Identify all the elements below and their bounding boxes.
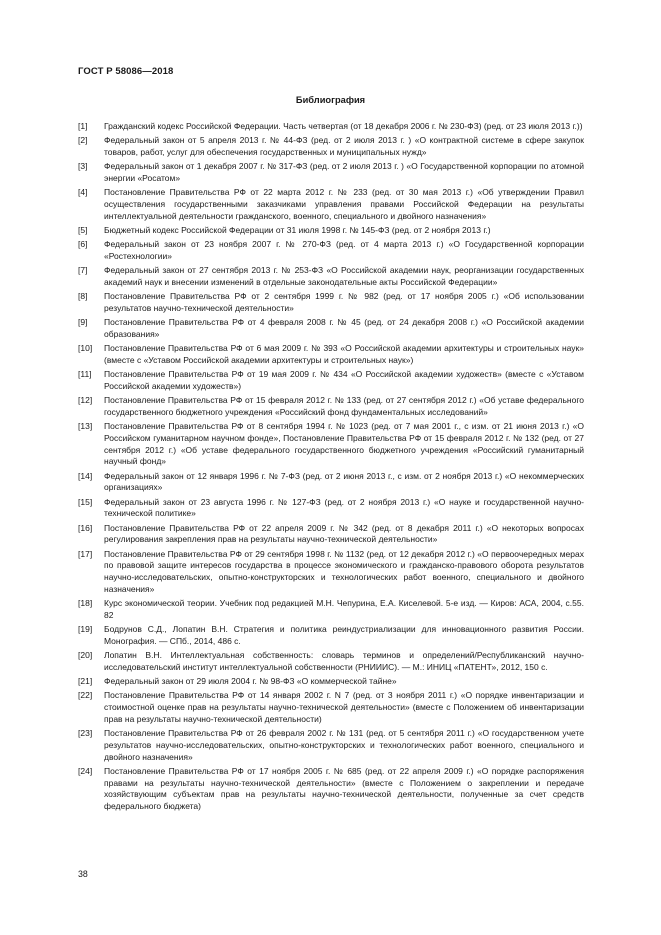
reference-item — [78, 187, 584, 222]
reference-item — [78, 369, 584, 393]
reference-text: Федеральный закон от 23 ноября 2007 г. № 270-ФЗ (ред. от 4 марта 2013 г.) «О Государственной корпорации «Ростехнологии» — [104, 239, 584, 261]
reference-text: Федеральный закон от 27 сентября 2013 г. № 253-ФЗ «О Российской академии наук, реорганизации государственных академий наук и внесении изменений в отдельные законодательные акты Российской Федерации» — [104, 265, 584, 287]
reference-item — [78, 690, 584, 725]
reference-item — [78, 291, 584, 315]
reference-text: Федеральный закон от 1 декабря 2007 г. № 317-ФЗ (ред. от 2 июля 2013 г. ) «О Государственной корпорации по атомной энергии «Росатом» — [104, 161, 584, 183]
reference-item — [78, 471, 584, 495]
reference-text: Федеральный закон от 5 апреля 2013 г. № 44-ФЗ (ред. от 2 июля 2013 г. ) «О контрактной системе в сфере закупок товаров, работ, услуг для обеспечения государственных и муниципальных нужд» — [104, 135, 584, 157]
reference-number: [9] — [78, 317, 88, 328]
reference-number: [13] — [78, 421, 93, 432]
reference-number: [4] — [78, 187, 88, 198]
reference-number: [23] — [78, 728, 93, 739]
reference-text: Постановление Правительства РФ от 22 апреля 2009 г. № 342 (ред. от 8 декабря 2011 г.) «О некоторых вопросах регулирования закрепления прав на результаты научно-технической деятельности» — [104, 522, 584, 545]
reference-number: [16] — [78, 522, 93, 533]
reference-text: Федеральный закон от 29 июля 2004 г. № 98-ФЗ «О коммерческой тайне» — [104, 676, 397, 687]
reference-text: Курс экономической теории. Учебник под редакцией М.Н. Чепурина, Е.А. Киселевой. 5-е изд. — Киров: АСА, 2004, с.55. 82 — [104, 598, 584, 620]
section-title: Библиография — [295, 95, 366, 105]
reference-number: [20] — [78, 650, 93, 661]
reference-number: [3] — [78, 161, 88, 172]
reference-number: [21] — [78, 676, 93, 687]
reference-text: Постановление Правительства РФ от 6 мая 2009 г. № 393 «О Российской академии архитектуры и строительных наук» (вместе с «Уставом Российской академии архитектуры и строительных наук») — [104, 343, 584, 365]
reference-item — [78, 676, 584, 688]
reference-number: [6] — [78, 239, 88, 250]
reference-number: [5] — [78, 224, 88, 235]
reference-item — [78, 421, 584, 468]
reference-item — [78, 395, 584, 419]
reference-text: Бодрунов С.Д., Лопатин В.Н. Стратегия и политика реиндустриализации для инновационного развития России. Монография. — СПб., 2014, 486 с. — [104, 624, 584, 646]
reference-text: Федеральный закон от 23 августа 1996 г. № 127-ФЗ (ред. от 2 ноября 2013 г.) «О науке и государственной научно-технической политике» — [104, 496, 584, 519]
reference-item — [78, 265, 584, 289]
reference-number: [1] — [78, 121, 88, 131]
page-number: 38 — [78, 869, 88, 879]
reference-number: [8] — [78, 291, 88, 302]
reference-text: Постановление Правительства РФ от 2 сентября 1999 г. № 982 (ред. от 17 ноября 2005 г.) «Об использовании результатов научно-технической деятельности» — [104, 291, 584, 313]
reference-item — [78, 549, 584, 596]
reference-number: [7] — [78, 265, 88, 276]
reference-text: Постановление Правительства РФ от 29 сентября 1998 г. № 1132 (ред. от 12 декабря 2012 г.) «О первоочередных мерах по правовой защите интересов государства в процессе экономического и гражданско-правового оборота результатов научно-исследовательских, опытно-конструкторских и технологических работ военного, специального и двойного назначения» — [104, 548, 584, 594]
reference-item — [78, 624, 584, 648]
reference-number: [22] — [78, 690, 93, 701]
reference-item — [78, 728, 584, 763]
reference-number: [11] — [78, 369, 92, 380]
reference-text: Постановление Правительства РФ от 8 сентября 1994 г. № 1023 (ред. от 7 мая 2001 г., с изм. от 21 июня 2013 г.) «О Российском гуманитарном научном фонде», Постановление Правительства РФ от 15 февраля 2012 г. № 132 (ред. от 27 сентября 2012 г.) «Об уставе федерального государственного бюджетного учреждения «Российский гуманитарный научный фонд» — [104, 421, 584, 467]
reference-text: Постановление Правительства РФ от 17 ноября 2005 г. № 685 (ред. от 22 апреля 2009 г.) «О порядке распоряжения правами на результаты научно-технической деятельности» (вместе с Положением о закреплении и передаче хозяйствующим субъектам прав на результаты научно-технической деятельности, полученные за счет средств федерального бюджета) — [104, 765, 584, 812]
reference-item — [78, 523, 584, 547]
reference-number: [17] — [78, 548, 93, 559]
reference-number: [24] — [78, 765, 93, 776]
reference-number: [10] — [78, 343, 93, 354]
reference-text: Постановление Правительства РФ от 26 февраля 2002 г. № 131 (ред. от 5 сентября 2011 г.) «О государственном учете результатов научно-исследовательских, опытно-конструкторских и технологических работ военного, специального и двойного назначения» — [104, 728, 584, 762]
reference-item — [78, 497, 584, 521]
reference-item — [78, 161, 584, 185]
reference-number: [19] — [78, 624, 93, 635]
reference-text: Постановление Правительства РФ от 19 мая 2009 г. № 434 «О Российской академии художеств» (вместе с «Уставом Российской академии художеств») — [104, 369, 584, 391]
document-header: ГОСТ Р 58086—2018 — [78, 66, 174, 77]
reference-item — [78, 225, 584, 237]
reference-number: [15] — [78, 496, 93, 507]
bibliography-list — [78, 121, 584, 815]
reference-item — [78, 343, 584, 367]
reference-text: Постановление Правительства РФ от 4 февраля 2008 г. № 45 (ред. от 24 декабря 2008 г.) «О Российской академии образования» — [104, 317, 584, 339]
reference-item — [78, 121, 584, 133]
reference-item — [78, 239, 584, 263]
reference-number: [2] — [78, 135, 88, 146]
reference-text: Федеральный закон от 12 января 1996 г. № 7-ФЗ (ред. от 2 июня 2013 г., с изм. от 2 ноября 2013 г.) «О некоммерческих организациях» — [104, 470, 584, 493]
reference-number: [12] — [78, 395, 93, 406]
reference-text: Лопатин В.Н. Интеллектуальная собственность: словарь терминов и определений/Республиканский научно-исследовательский институт интеллектуальной собственности (РНИИИС). — М.: ИНИЦ «ПАТЕНТ», 2012, 150 с. — [104, 650, 584, 672]
reference-text: Бюджетный кодекс Российской Федерации от 31 июля 1998 г. № 145-ФЗ (ред. от 2 ноября 2013 г.) — [104, 224, 491, 235]
reference-item — [78, 317, 584, 341]
reference-text: Гражданский кодекс Российской Федерации. Часть четвертая (от 18 декабря 2006 г. № 230-ФЗ) (ред. от 23 июля 2013 г.)) — [104, 121, 583, 131]
reference-text: Постановление Правительства РФ от 14 января 2002 г. N 7 (ред. от 3 ноября 2011 г.) «О порядке инвентаризации и стоимостной оценке прав на результаты научно-технической деятельности» (вместе с Положением об инвентаризации прав на результаты научно-технической деятельности) — [104, 690, 584, 724]
reference-item — [78, 135, 584, 159]
reference-text: Постановление Правительства РФ от 15 февраля 2012 г. № 133 (ред. от 27 сентября 2012 г.) «Об уставе федерального государственного бюджетного учреждения «Российский фонд фундаментальных исследований» — [104, 395, 584, 417]
reference-number: [14] — [78, 470, 93, 481]
reference-number: [18] — [78, 598, 93, 609]
reference-text: Постановление Правительства РФ от 22 марта 2012 г. № 233 (ред. от 30 мая 2013 г.) «Об утверждении Правил осуществления государственными заказчиками управления правами Российской Федерации на результаты интеллектуальной деятельности гражданского, военного, специального и двойного назначения» — [104, 187, 584, 221]
reference-item — [78, 598, 584, 622]
reference-item — [78, 766, 584, 813]
reference-item — [78, 650, 584, 674]
